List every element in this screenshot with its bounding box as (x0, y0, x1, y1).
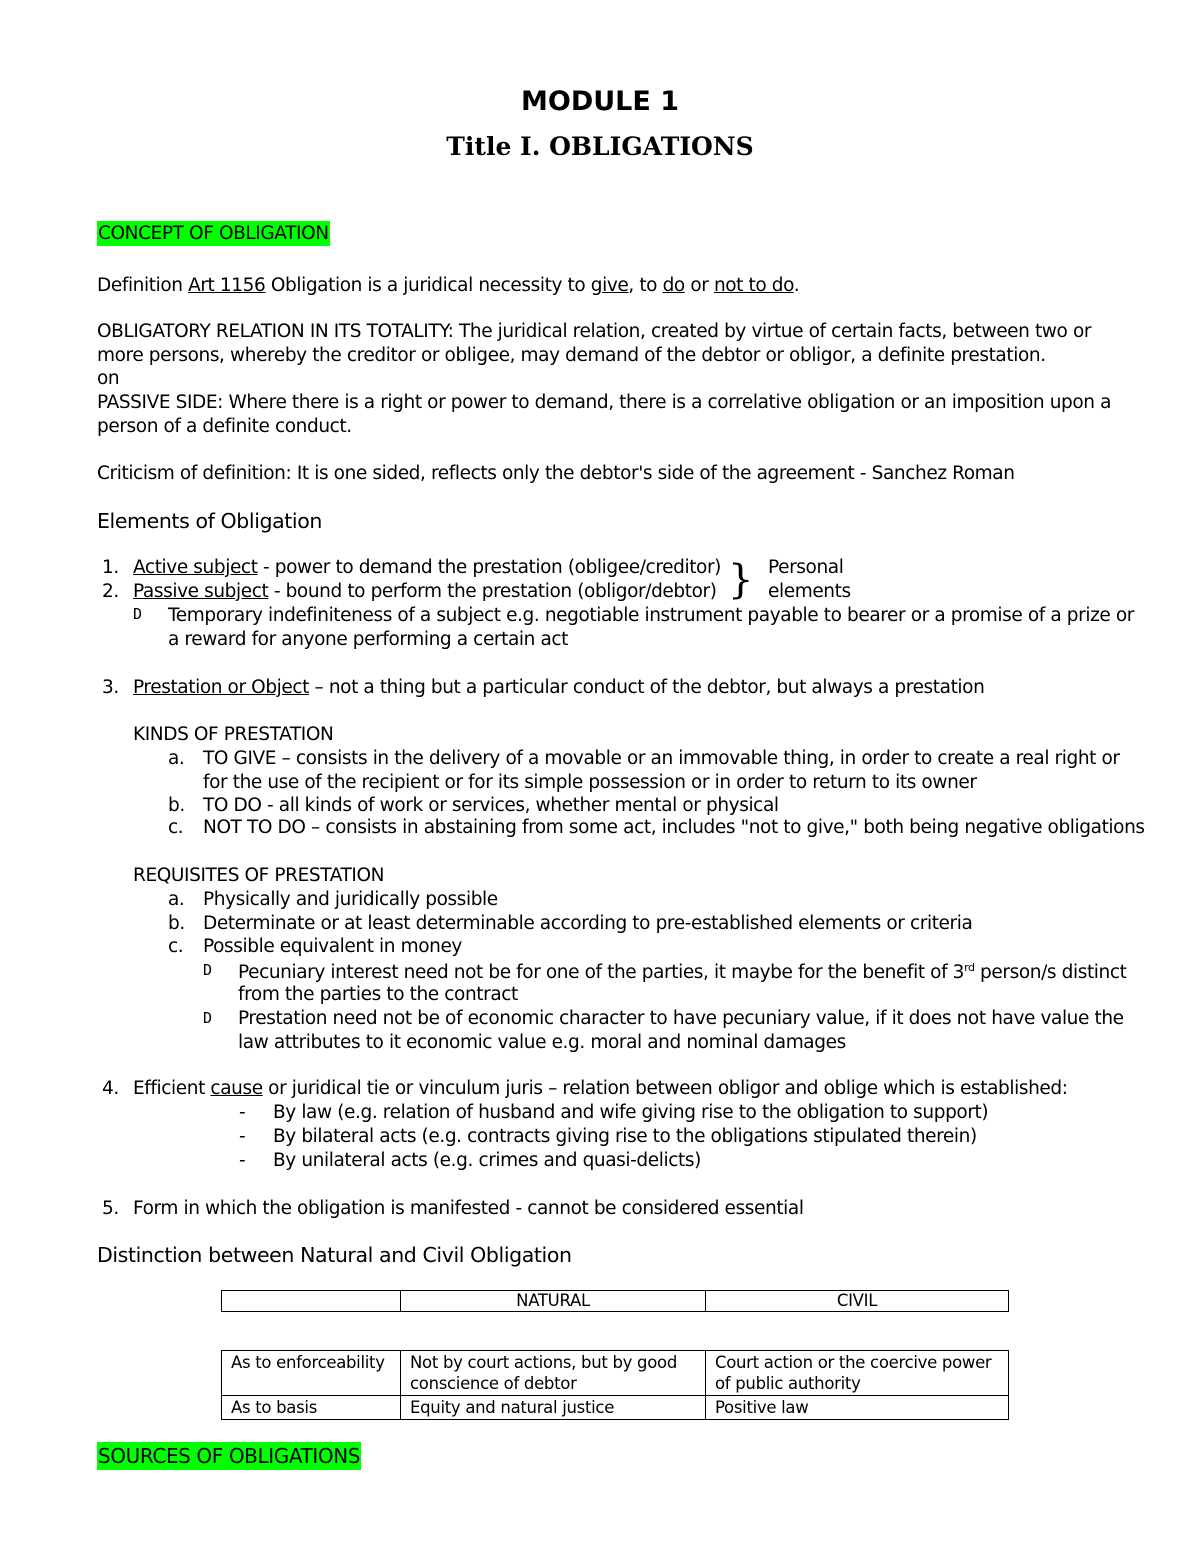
list-letter: b. (168, 795, 185, 816)
page-subtitle: Title I. OBLIGATIONS (446, 132, 754, 161)
row-label: As to basis (222, 1396, 401, 1420)
requisites-heading: REQUISITES OF PRESTATION (133, 865, 385, 886)
list-letter: c. (168, 817, 184, 838)
definition-line: Definition Art 1156 Obligation is a juridical necessity to give, to do or not to do. (97, 275, 800, 296)
art-1156-ref: Art 1156 (188, 275, 266, 296)
dash-bullet: - (239, 1102, 246, 1123)
pecuniary-line: from the parties to the contract (238, 984, 518, 1005)
prestation-value-line: law attributes to it economic value e.g. moral and nominal damages (238, 1032, 846, 1053)
table-row (222, 1351, 1009, 1396)
header-cell-civil: CIVIL (706, 1291, 1009, 1312)
distinction-table-header (221, 1290, 1009, 1312)
para-line: PASSIVE SIDE: Where there is a right or power to demand, there is a correlative obligation or an imposition upon a (97, 392, 1112, 413)
dash-line: By bilateral acts (e.g. contracts giving rise to the obligations stipulated therein) (273, 1126, 977, 1147)
kind-line: for the use of the recipient or for its simple possession or in order to return to its owner (203, 772, 977, 793)
dash-bullet: - (239, 1126, 246, 1147)
natural-cell: Equity and natural justice (401, 1396, 706, 1420)
para-line: person of a definite conduct. (97, 416, 352, 437)
personal-label: Personal (768, 557, 844, 578)
header-cell-empty (222, 1291, 401, 1312)
list-letter: c. (168, 936, 184, 957)
dash-bullet: - (239, 1150, 246, 1171)
dash-line: By unilateral acts (e.g. crimes and quasi-delicts) (273, 1150, 701, 1171)
page-title: MODULE 1 (521, 86, 679, 117)
row-label: As to enforceability (222, 1351, 401, 1396)
natural-cell: Not by court actions, but by good conscience of debtor (401, 1351, 706, 1396)
table-row (222, 1396, 1009, 1420)
list-number: 5. (102, 1198, 119, 1219)
kinds-heading: KINDS OF PRESTATION (133, 724, 334, 745)
bullet-icon: D (203, 1009, 212, 1027)
para-line: more persons, whereby the creditor or obligee, may demand of the debtor or obligor, a definite prestation. (97, 345, 1046, 366)
civil-cell: Court action or the coercive power of public authority (706, 1351, 1009, 1396)
temp-line: Temporary indefiniteness of a subject e.g. negotiable instrument payable to bearer or a promise of a prize or (168, 605, 1134, 626)
requisite-line: Possible equivalent in money (203, 936, 462, 957)
element-prestation: Prestation or Object – not a thing but a particular conduct of the debtor, but always a prestation (133, 677, 985, 698)
element-efficient-cause: Efficient cause or juridical tie or vinculum juris – relation between obligor and oblige which is established: (133, 1078, 1068, 1099)
criticism-text: Criticism of definition: It is one sided, reflects only the debtor's side of the agreement - Sanchez Roman (97, 463, 1015, 484)
temp-line: a reward for anyone performing a certain act (168, 629, 569, 650)
elements-heading: Elements of Obligation (97, 509, 322, 533)
pecuniary-line: Pecuniary interest need not be for one of the parties, it maybe for the benefit of 3rd person/s distinct (238, 961, 1127, 984)
list-number: 4. (102, 1078, 119, 1099)
list-letter: b. (168, 913, 185, 934)
brace-symbol: } (728, 557, 754, 603)
elements-label: elements (768, 581, 851, 602)
list-number: 3. (102, 677, 119, 698)
kind-line: TO GIVE – consists in the delivery of a movable or an immovable thing, in order to create a real right or (203, 748, 1120, 769)
bullet-icon: D (133, 605, 142, 623)
section-heading-sources: SOURCES OF OBLIGATIONS (98, 1444, 361, 1468)
element-active-subject: Active subject - power to demand the prestation (obligee/creditor) (133, 557, 721, 578)
distinction-heading: Distinction between Natural and Civil Obligation (97, 1243, 572, 1267)
prestation-value-line: Prestation need not be of economic character to have pecuniary value, if it does not have value the (238, 1008, 1124, 1029)
distinction-table-body (221, 1350, 1009, 1420)
list-letter: a. (168, 748, 185, 769)
para-line: OBLIGATORY RELATION IN ITS TOTALITY: The juridical relation, created by virtue of certain facts, between two or (97, 321, 1092, 342)
requisite-line: Physically and juridically possible (203, 889, 498, 910)
civil-cell: Positive law (706, 1396, 1009, 1420)
para-line: on (97, 368, 120, 389)
dash-line: By law (e.g. relation of husband and wife giving rise to the obligation to support) (273, 1102, 989, 1123)
kind-line: TO DO - all kinds of work or services, whether mental or physical (203, 795, 779, 816)
list-letter: a. (168, 889, 185, 910)
bullet-icon: D (203, 961, 212, 979)
list-number: 1. (102, 557, 119, 578)
element-form: Form in which the obligation is manifested - cannot be considered essential (133, 1198, 804, 1219)
element-passive-subject: Passive subject - bound to perform the prestation (obligor/debtor) (133, 581, 717, 602)
requisite-line: Determinate or at least determinable according to pre-established elements or criteria (203, 913, 973, 934)
list-number: 2. (102, 581, 119, 602)
section-heading-concept: CONCEPT OF OBLIGATION (98, 223, 329, 244)
header-cell-natural: NATURAL (401, 1291, 706, 1312)
kind-line: NOT TO DO – consists in abstaining from some act, includes "not to give," both being negative obligations (203, 817, 1145, 838)
